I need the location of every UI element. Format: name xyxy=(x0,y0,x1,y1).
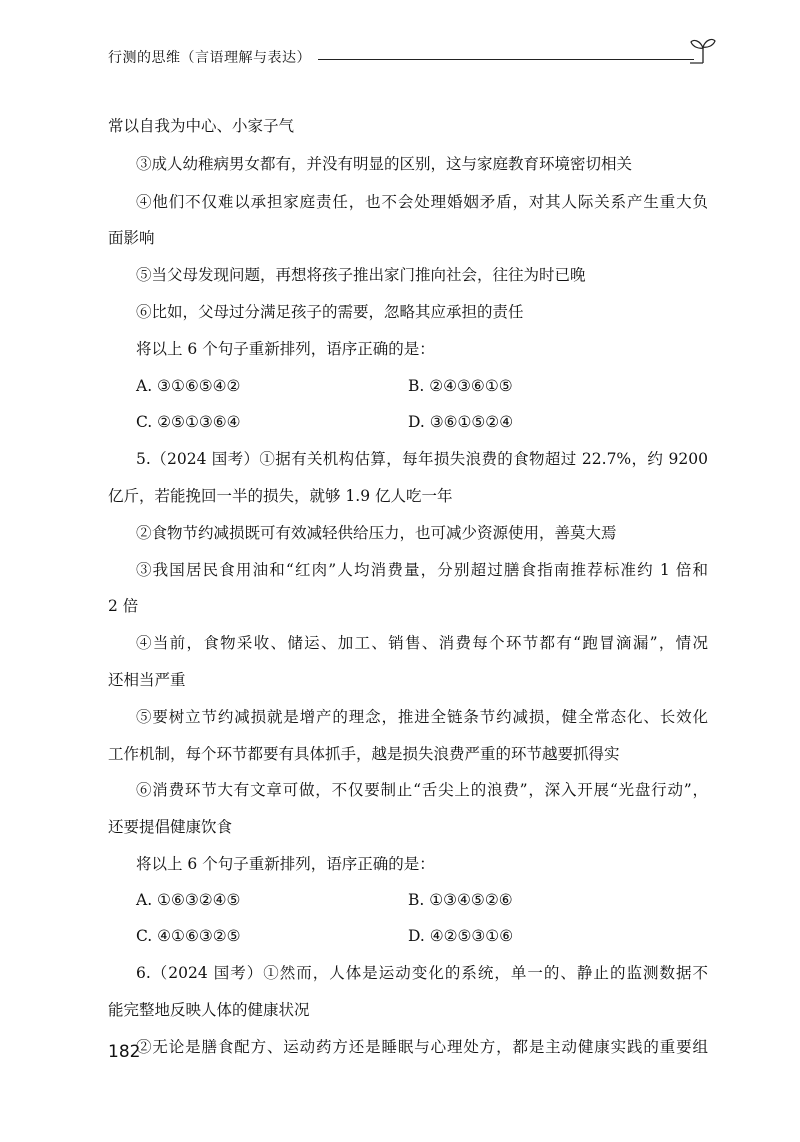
text-line: ③成人幼稚病男女都有，并没有明显的区别，这与家庭教育环境密切相关 xyxy=(136,155,633,173)
option-d: D. ③⑥①⑤②④ xyxy=(408,413,514,431)
text-line: 亿斤，若能挽回一半的损失，就够 1.9 亿人吃一年 xyxy=(108,487,453,505)
text-line: 工作机制，每个环节都要有具体抓手，越是损失浪费严重的环节越要抓得实 xyxy=(108,745,620,763)
text-line: ③我国居民食用油和“红肉”人均消费量，分别超过膳食指南推荐标准约 1 倍和 xyxy=(136,561,708,579)
text-line: 面影响 xyxy=(108,229,155,247)
text-line: 还要提倡健康饮食 xyxy=(108,818,233,836)
header-rule xyxy=(318,59,694,60)
sprout-icon xyxy=(690,36,716,64)
text-line: ⑤要树立节约减损就是增产的理念，推进全链条节约减损，健全常态化、长效化 xyxy=(136,708,708,726)
option-d: D. ④②⑤③①⑥ xyxy=(408,927,514,945)
question-stem: 将以上 6 个句子重新排列，语序正确的是： xyxy=(136,855,435,873)
text-line: ⑤当父母发现问题，再想将孩子推出家门推向社会，往往为时已晚 xyxy=(136,266,586,284)
option-b: B. ②④③⑥①⑤ xyxy=(408,377,513,395)
option-c: C. ④①⑥③②⑤ xyxy=(136,927,241,945)
option-a: A. ③①⑥⑤④② xyxy=(136,377,241,395)
page-number: 182 xyxy=(108,1042,141,1062)
text-line: 还相当严重 xyxy=(108,671,186,689)
text-line: 能完整地反映人体的健康状况 xyxy=(108,1001,310,1019)
text-line: 6.（2024 国考）①然而，人体是运动变化的系统，单一的、静止的监测数据不 xyxy=(136,964,708,982)
text-line: 常以自我为中心、小家子气 xyxy=(108,117,295,135)
text-line: ②无论是膳食配方、运动药方还是睡眠与心理处方，都是主动健康实践的重要组 xyxy=(136,1038,708,1056)
option-a: A. ①⑥③②④⑤ xyxy=(136,891,241,909)
running-header xyxy=(108,48,716,72)
text-line: ④当前，食物采收、储运、加工、销售、消费每个环节都有“跑冒滴漏”，情况 xyxy=(136,634,708,652)
header-title: 行测的思维（言语理解与表达） xyxy=(108,50,311,66)
text-line: 2 倍 xyxy=(108,597,139,615)
question-stem: 将以上 6 个句子重新排列，语序正确的是： xyxy=(136,340,435,358)
option-b: B. ①③④⑤②⑥ xyxy=(408,891,513,909)
text-line: ⑥比如，父母过分满足孩子的需要，忽略其应承担的责任 xyxy=(136,303,524,321)
text-line: ②食物节约减损既可有效减轻供给压力，也可减少资源使用，善莫大焉 xyxy=(136,524,617,542)
option-c: C. ②⑤①③⑥④ xyxy=(136,413,241,431)
text-line: ④他们不仅难以承担家庭责任，也不会处理婚姻矛盾，对其人际关系产生重大负 xyxy=(136,193,708,211)
text-line: 5.（2024 国考）①据有关机构估算，每年损失浪费的食物超过 22.7%，约 9200 xyxy=(136,450,708,468)
text-line: ⑥消费环节大有文章可做，不仅要制止“舌尖上的浪费”，深入开展“光盘行动”， xyxy=(136,781,708,799)
